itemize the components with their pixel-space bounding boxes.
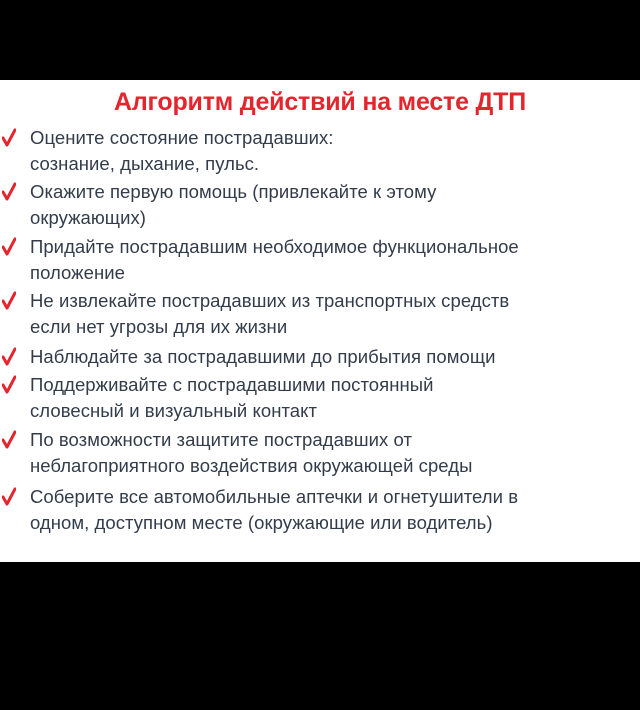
checkmark-icon (2, 182, 16, 204)
list-item-line: положение (30, 262, 125, 283)
list-item-text (30, 179, 630, 231)
list-item-text (30, 125, 630, 177)
list-item-line: если нет угрозы для их жизни (30, 316, 288, 337)
list-item-text (30, 484, 630, 536)
list-item-text (30, 234, 630, 286)
checkmark-icon (2, 347, 16, 369)
list-item-text (30, 344, 630, 370)
slide (0, 80, 640, 562)
list-item-text (30, 427, 630, 479)
list-item-line: окружающих) (30, 207, 146, 228)
checkmark-icon (2, 375, 16, 397)
checkmark-icon (2, 128, 16, 150)
list-item-text (30, 372, 630, 424)
list-item-line: По возможности защитите пострадавших от (30, 429, 413, 450)
checkmark-icon (2, 291, 16, 313)
checkmark-icon (2, 487, 16, 509)
list-item-line: Поддерживайте с пострадавшими постоянный (30, 374, 434, 395)
checkmark-icon (2, 237, 16, 259)
list-item-line: Наблюдайте за пострадавшими до прибытия помощи (30, 346, 496, 367)
list-item-line: неблагоприятного воздействия окружающей среды (30, 455, 473, 476)
list-item-line: Не извлекайте пострадавших из транспортных средств (30, 290, 510, 311)
slide-title: Алгоритм действий на месте ДТП (113, 88, 527, 116)
list-item-line: сознание, дыхание, пульс. (30, 153, 260, 174)
list-item-line: Окажите первую помощь (привлекайте к этому (30, 181, 437, 202)
list-item-line: словесный и визуальный контакт (30, 400, 317, 421)
list-item-line: Соберите все автомобильные аптечки и огнетушители в (30, 486, 519, 507)
list-item-line: одном, доступном месте (окружающие или водитель) (30, 512, 493, 533)
list-item-text (30, 288, 630, 340)
checkmark-icon (2, 430, 16, 452)
list-item-line: Оцените состояние пострадавших: (30, 127, 334, 148)
list-item-line: Придайте пострадавшим необходимое функциональное (30, 236, 519, 257)
